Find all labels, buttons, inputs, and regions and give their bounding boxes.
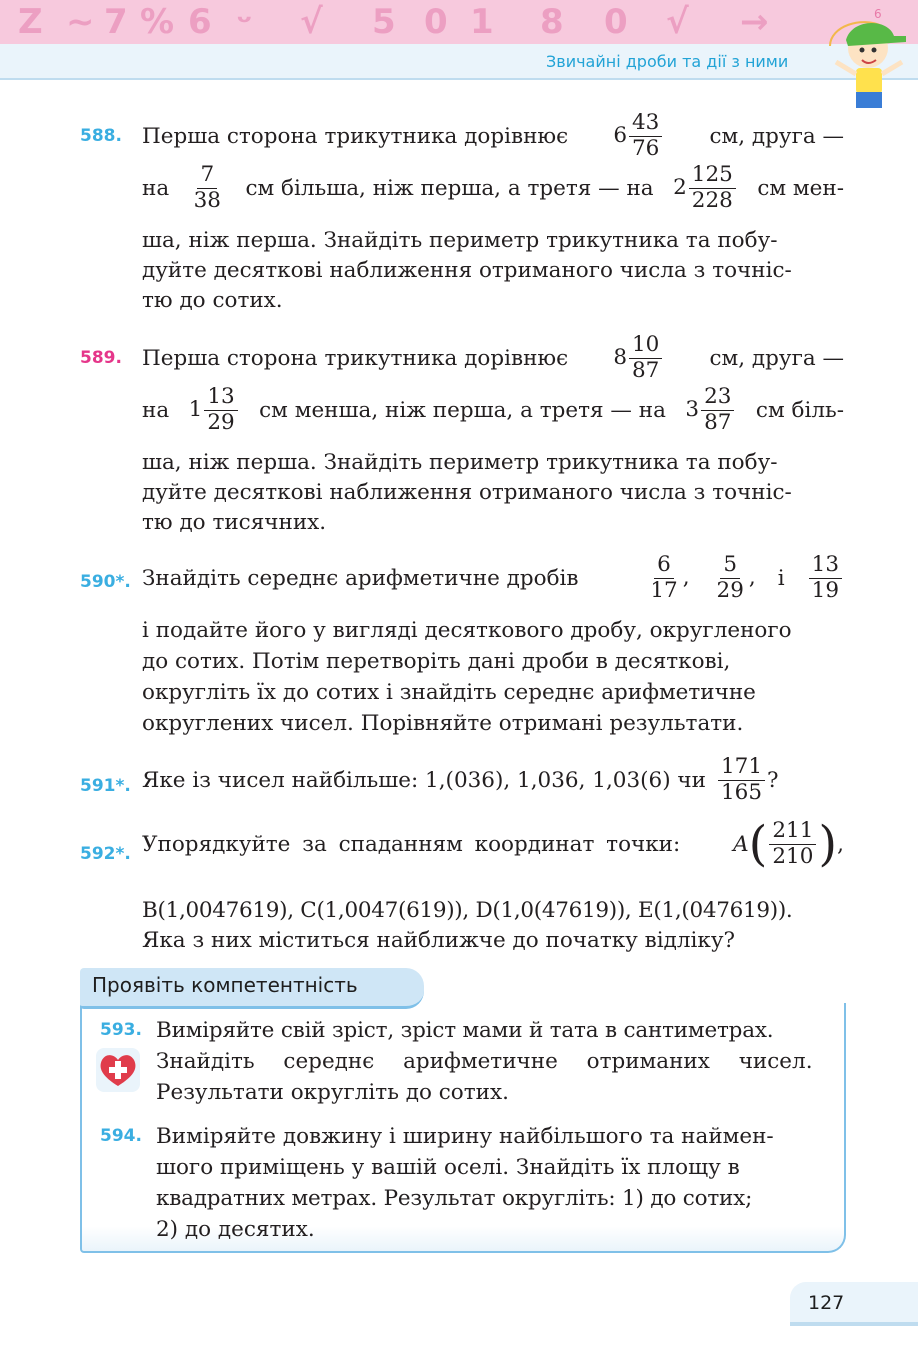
decor-glyph: ~ [66, 2, 95, 42]
numerator: 13 [809, 554, 842, 579]
denominator: 165 [720, 779, 763, 805]
task-line [142, 554, 844, 602]
fraction [689, 164, 736, 212]
task-line [142, 164, 844, 212]
conjunction: і [777, 565, 785, 591]
task-line: шого приміщень у вашій оселі. Знайдіть їх площу в [156, 1155, 740, 1180]
numerator: 5 [720, 554, 740, 579]
fraction [769, 820, 816, 868]
decor-glyph: 1 [470, 2, 494, 42]
fraction [718, 756, 765, 804]
fraction [629, 334, 662, 382]
decor-glyph: 0 [604, 2, 628, 42]
mascot-badge: 6 [874, 7, 882, 21]
whole-part: 3 [685, 397, 700, 423]
task-line [142, 386, 844, 434]
task-text: на [142, 397, 170, 423]
task-line: квадратних метрах. Результат округліть: 1) до сотих; [156, 1186, 753, 1211]
task-line [142, 816, 844, 873]
numerator: 125 [689, 164, 736, 189]
comma: , [748, 565, 756, 591]
denominator: 228 [691, 187, 733, 213]
fraction [629, 112, 662, 160]
right-paren: ) [818, 816, 838, 873]
task-number: 593. [100, 1020, 142, 1040]
numerator: 7 [197, 164, 217, 189]
whole-part: 2 [673, 175, 687, 201]
decor-glyph: → [740, 2, 769, 42]
decor-glyph: % [140, 2, 175, 42]
denominator: 29 [716, 577, 744, 603]
point-label: A [733, 831, 749, 857]
mixed-number [613, 334, 664, 382]
comma: , [682, 565, 690, 591]
fraction [191, 164, 224, 212]
header-decor-band [0, 0, 918, 44]
task-line: округлених чисел. Порівняйте отримані результати. [142, 711, 744, 736]
task-text: на [142, 175, 170, 201]
task-line: ша, ніж перша. Знайдіть периметр трикутника та побу- [142, 228, 778, 253]
task-line: Виміряйте довжину і ширину найбільшого та наймен- [156, 1124, 774, 1149]
fraction [809, 554, 842, 602]
task-line: ша, ніж перша. Знайдіть периметр трикутника та побу- [142, 450, 778, 475]
decor-glyph: 0 [424, 2, 448, 42]
task-line: округліть їх до сотих і знайдіть середнє арифметичне [142, 680, 756, 705]
task-line: дуйте десяткові наближення отриманого числа з точніс- [142, 258, 792, 283]
numerator: 43 [629, 112, 662, 137]
task-line: Яка з них міститься найближче до початку відліку? [142, 928, 736, 953]
task-line: тю до тисячних. [142, 510, 327, 535]
decor-glyph: 8 [540, 2, 564, 42]
task-line [142, 334, 844, 382]
competence-title: Проявіть компетентність [92, 973, 358, 997]
decor-glyph: √ [300, 2, 323, 42]
task-line: 2) до десятих. [156, 1217, 315, 1242]
task-text: см біль- [755, 397, 844, 423]
task-text: см більша, ніж перша, а третя — на [245, 175, 654, 201]
task-number: 592*. [80, 844, 131, 864]
fraction-group [645, 554, 844, 602]
task-number: 594. [100, 1126, 142, 1146]
section-title: Звичайні дроби та дії з ними [546, 52, 789, 71]
whole-part: 1 [188, 397, 203, 423]
task-text: Перша сторона трикутника дорівнює [142, 345, 569, 371]
task-number: 590*. [80, 572, 131, 592]
denominator: 29 [207, 409, 235, 435]
task-number: 588. [80, 126, 122, 146]
numerator: 13 [204, 386, 237, 411]
numerator: 10 [629, 334, 662, 359]
mixed-number [613, 112, 664, 160]
heart-plus-icon [96, 1048, 140, 1092]
task-number: 591*. [80, 776, 131, 796]
task-line: до сотих. Потім перетворіть дані дроби в десяткові, [142, 649, 731, 674]
decor-glyph: 7 [104, 2, 128, 42]
page-number: 127 [808, 1292, 845, 1314]
task-text: Перша сторона трикутника дорівнює [142, 123, 569, 149]
decor-glyph: √ [666, 2, 689, 42]
task-line [142, 112, 844, 160]
competence-banner [80, 968, 424, 1009]
left-paren: ( [748, 816, 768, 873]
task-line: B(1,0047619), C(1,0047(619)), D(1,0(47619)), E(1,(047619)). [142, 898, 793, 923]
fraction [204, 386, 237, 434]
task-line: Виміряйте свій зріст, зріст мами й тата в сантиметрах. [156, 1018, 774, 1043]
boy-with-cap-icon [822, 6, 914, 118]
task-line: і подайте його у вигляді десяткового дробу, округленого [142, 618, 792, 643]
task-line: Знайдіть середнє арифметичне отриманих чисел. [156, 1049, 813, 1074]
task-text: Упорядкуйте за спаданням координат точки: [142, 831, 681, 857]
fraction [714, 554, 747, 602]
task-text: см, друга — [709, 345, 844, 371]
task-line: тю до сотих. [142, 288, 283, 313]
task-number: 589. [80, 348, 122, 368]
fraction [701, 386, 734, 434]
numerator: 23 [701, 386, 734, 411]
task-text: см, друга — [709, 123, 844, 149]
decor-glyph: Z [18, 2, 43, 42]
denominator: 76 [632, 135, 660, 161]
task-line: Результати округліть до сотих. [156, 1080, 509, 1105]
task-text: см менша, ніж перша, а третя — на [259, 397, 666, 423]
fraction [647, 554, 680, 602]
task-text: см мен- [757, 175, 844, 201]
numerator: 211 [769, 820, 816, 845]
task-line: дуйте десяткові наближення отриманого числа з точніс- [142, 480, 792, 505]
task-line [142, 756, 844, 804]
numerator: 171 [718, 756, 765, 781]
decor-glyph: 5 [372, 2, 396, 42]
denominator: 38 [193, 187, 221, 213]
comma: , [837, 831, 844, 857]
whole-part: 8 [613, 345, 627, 371]
question-mark: ? [767, 767, 779, 793]
mixed-number [673, 164, 738, 212]
mixed-number [189, 386, 240, 434]
denominator: 17 [650, 577, 678, 603]
decor-glyph: 6 [188, 2, 212, 42]
point-a [733, 816, 844, 873]
task-text: Яке із чисел найбільше: 1,(036), 1,036, 1,03(6) чи [142, 767, 706, 793]
decor-glyph: ᵕ [236, 2, 253, 42]
denominator: 87 [632, 357, 660, 383]
task-text: Знайдіть середнє арифметичне дробів [142, 565, 579, 591]
denominator: 210 [772, 843, 814, 869]
numerator: 6 [654, 554, 674, 579]
denominator: 19 [811, 577, 839, 603]
denominator: 87 [704, 409, 732, 435]
mixed-number [685, 386, 736, 434]
whole-part: 6 [613, 123, 627, 149]
